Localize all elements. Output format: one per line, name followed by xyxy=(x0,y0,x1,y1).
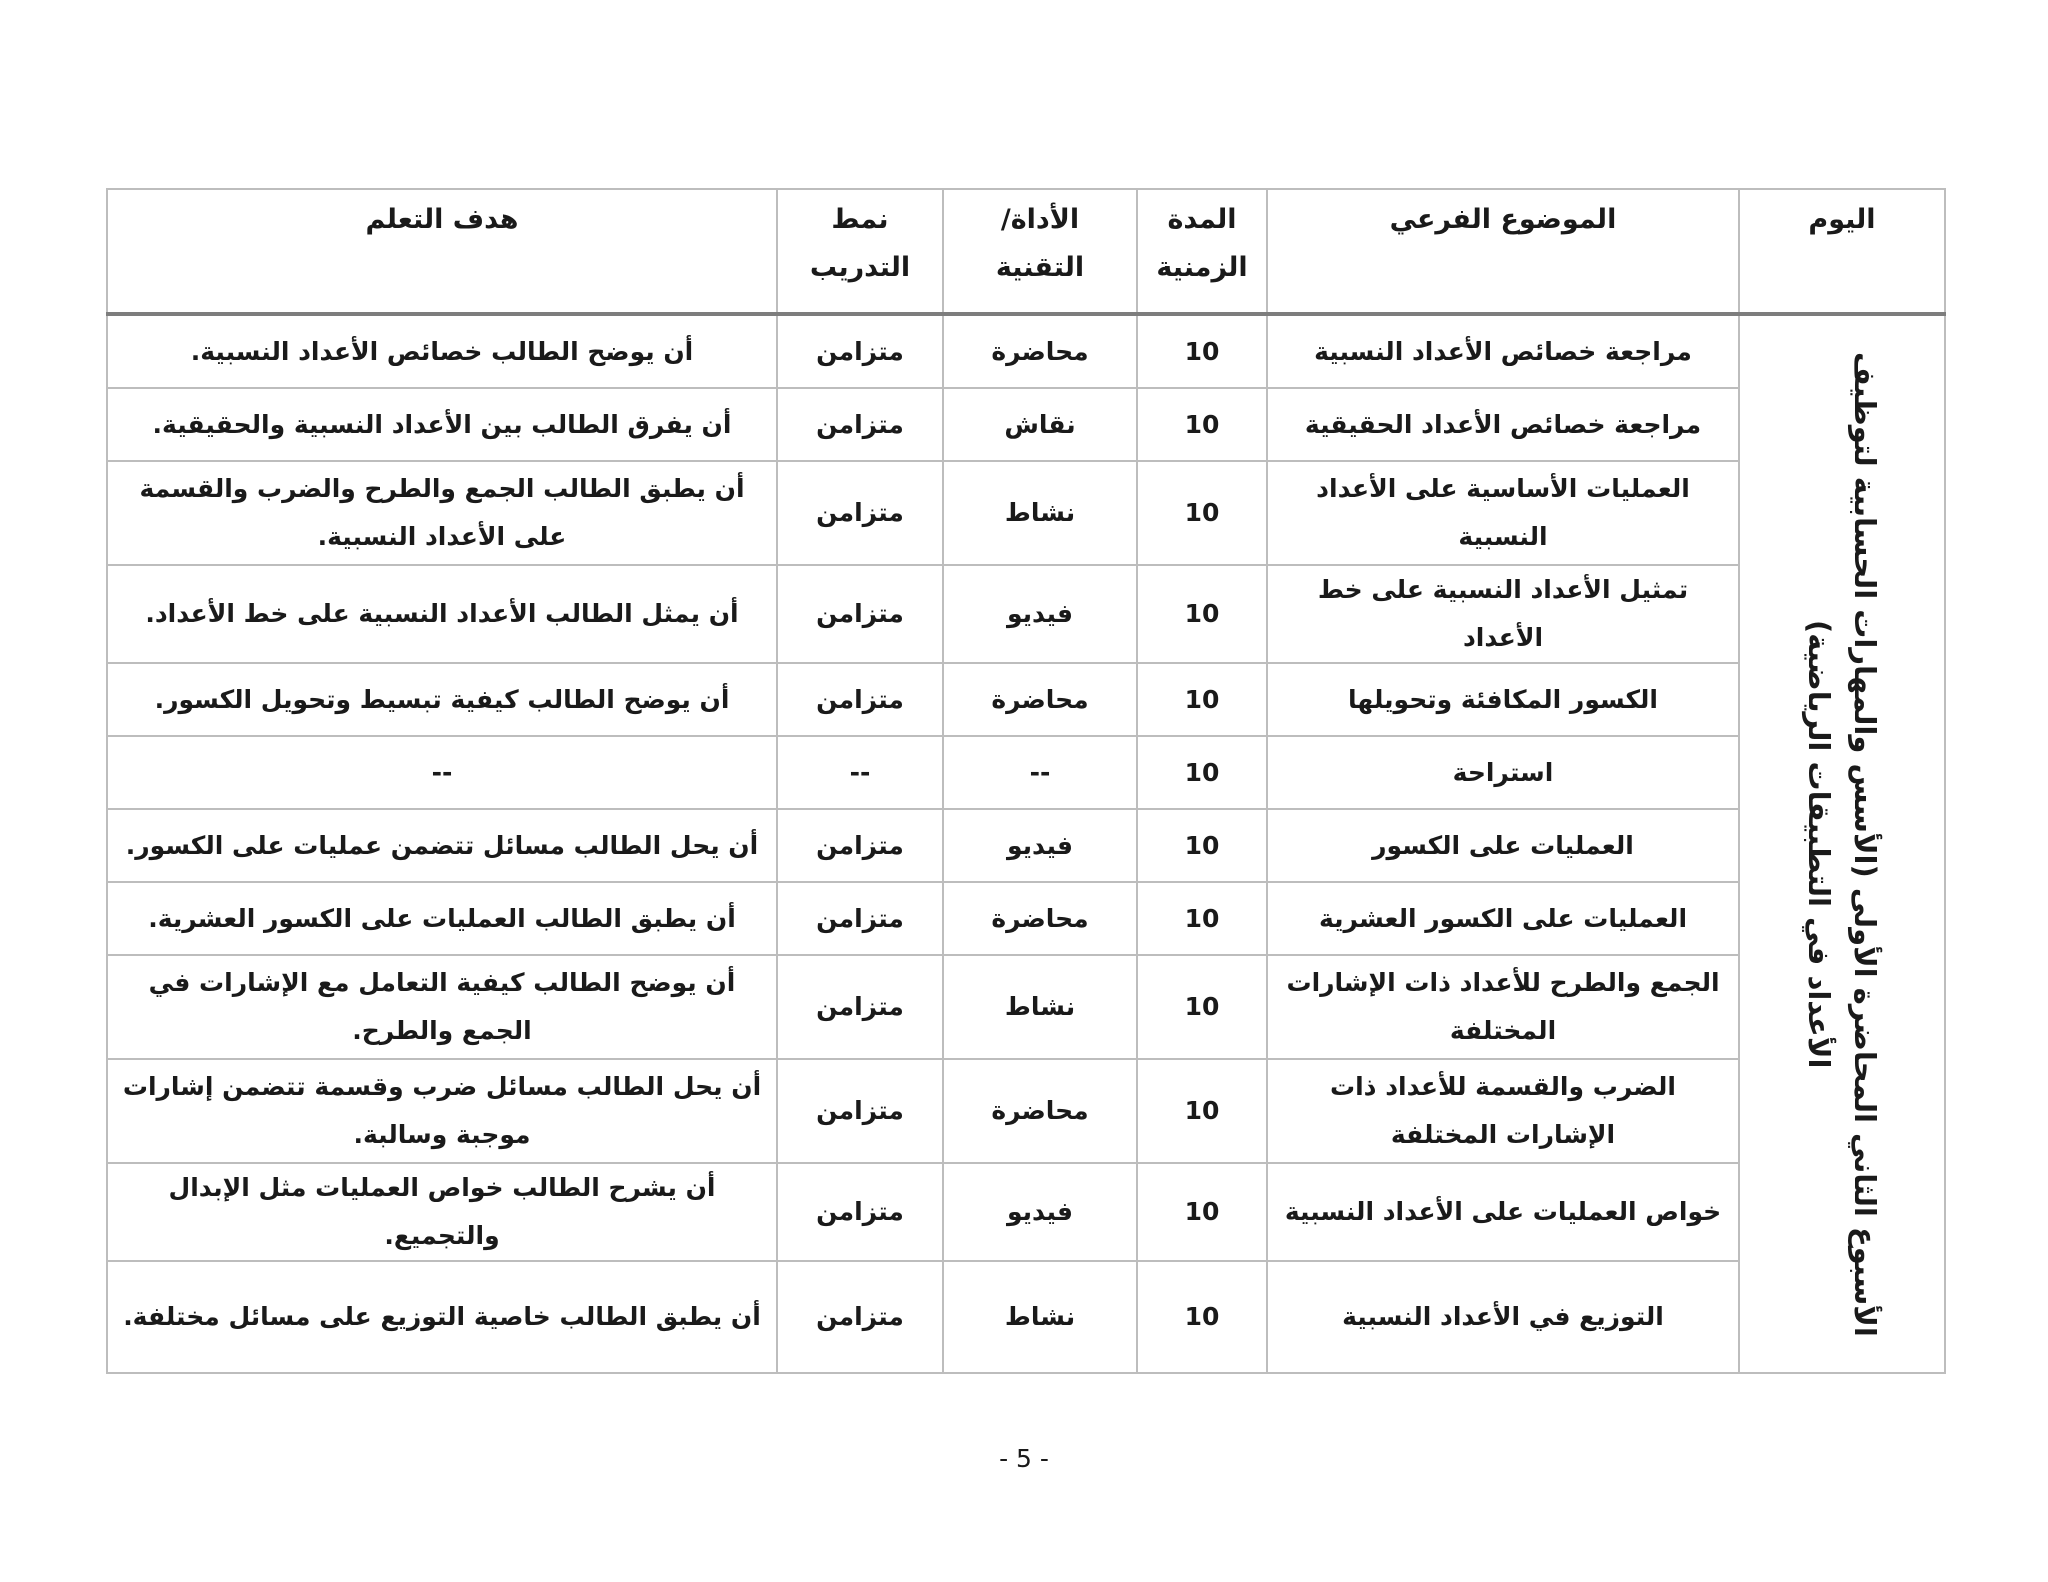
tool-cell: نشاط xyxy=(943,461,1137,565)
duration-cell: 10 xyxy=(1137,663,1267,736)
table-row xyxy=(107,565,1945,663)
tool-cell: فيديو xyxy=(943,809,1137,882)
goal-cell: أن يطبق الطالب الجمع والطرح والضرب والقسمة على الأعداد النسبية. xyxy=(107,461,777,565)
day-cell xyxy=(1739,314,1945,1373)
duration-cell: 10 xyxy=(1137,1163,1267,1261)
mode-cell: متزامن xyxy=(777,1059,943,1163)
table-row xyxy=(107,1261,1945,1373)
goal-cell: أن يمثل الطالب الأعداد النسبية على خط الأعداد. xyxy=(107,565,777,663)
duration-cell: 10 xyxy=(1137,1261,1267,1373)
header-goal: هدف التعلم xyxy=(107,189,777,314)
tool-cell: محاضرة xyxy=(943,1059,1137,1163)
mode-cell: متزامن xyxy=(777,809,943,882)
goal-cell: أن يوضح الطالب كيفية تبسيط وتحويل الكسور. xyxy=(107,663,777,736)
schedule-table xyxy=(106,188,1946,1374)
mode-cell: متزامن xyxy=(777,882,943,955)
tool-cell: نقاش xyxy=(943,388,1137,461)
header-subtopic: الموضوع الفرعي xyxy=(1267,189,1739,314)
goal-cell: أن يحل الطالب مسائل ضرب وقسمة تتضمن إشارات موجبة وسالبة. xyxy=(107,1059,777,1163)
subtopic-cell: تمثيل الأعداد النسبية على خط الأعداد xyxy=(1267,565,1739,663)
subtopic-cell: الضرب والقسمة للأعداد ذات الإشارات المختلفة xyxy=(1267,1059,1739,1163)
table-row xyxy=(107,388,1945,461)
duration-cell: 10 xyxy=(1137,565,1267,663)
duration-cell: 10 xyxy=(1137,736,1267,809)
header-tool: الأداة/التقنية xyxy=(943,189,1137,314)
mode-cell: متزامن xyxy=(777,1261,943,1373)
goal-cell: أن يوضح الطالب كيفية التعامل مع الإشارات في الجمع والطرح. xyxy=(107,955,777,1059)
goal-cell: أن يطبق الطالب خاصية التوزيع على مسائل مختلفة. xyxy=(107,1261,777,1373)
duration-cell: 10 xyxy=(1137,388,1267,461)
table-row xyxy=(107,663,1945,736)
duration-cell: 10 xyxy=(1137,314,1267,388)
goal-cell: -- xyxy=(107,736,777,809)
day-label: الأسبوع الثاني المحاضرة الأولى (الأسس والمهارات الحسابية لتوظيف الأعداد في التطبيقات الرياضية) xyxy=(1802,351,1882,1337)
schedule-sheet xyxy=(108,188,1946,1374)
header-duration: المدة الزمنية xyxy=(1137,189,1267,314)
goal-cell: أن يحل الطالب مسائل تتضمن عمليات على الكسور. xyxy=(107,809,777,882)
table-row xyxy=(107,461,1945,565)
goal-cell: أن يوضح الطالب خصائص الأعداد النسبية. xyxy=(107,314,777,388)
mode-cell: -- xyxy=(777,736,943,809)
subtopic-cell: مراجعة خصائص الأعداد النسبية xyxy=(1267,314,1739,388)
subtopic-cell: التوزيع في الأعداد النسبية xyxy=(1267,1261,1739,1373)
tool-cell: محاضرة xyxy=(943,882,1137,955)
table-row xyxy=(107,314,1945,388)
tool-cell: محاضرة xyxy=(943,314,1137,388)
subtopic-cell: مراجعة خصائص الأعداد الحقيقية xyxy=(1267,388,1739,461)
subtopic-cell: الجمع والطرح للأعداد ذات الإشارات المختلفة xyxy=(1267,955,1739,1059)
tool-cell: فيديو xyxy=(943,1163,1137,1261)
subtopic-cell: العمليات على الكسور xyxy=(1267,809,1739,882)
duration-cell: 10 xyxy=(1137,882,1267,955)
duration-cell: 10 xyxy=(1137,461,1267,565)
mode-cell: متزامن xyxy=(777,388,943,461)
table-row xyxy=(107,955,1945,1059)
subtopic-cell: العمليات الأساسية على الأعداد النسبية xyxy=(1267,461,1739,565)
subtopic-cell: العمليات على الكسور العشرية xyxy=(1267,882,1739,955)
tool-cell: -- xyxy=(943,736,1137,809)
mode-cell: متزامن xyxy=(777,565,943,663)
page-number: - 5 - xyxy=(999,1444,1049,1473)
header-mode: نمط التدريب xyxy=(777,189,943,314)
subtopic-cell: خواص العمليات على الأعداد النسبية xyxy=(1267,1163,1739,1261)
table-row xyxy=(107,1059,1945,1163)
mode-cell: متزامن xyxy=(777,1163,943,1261)
mode-cell: متزامن xyxy=(777,461,943,565)
tool-cell: محاضرة xyxy=(943,663,1137,736)
tool-cell: فيديو xyxy=(943,565,1137,663)
table-row xyxy=(107,736,1945,809)
mode-cell: متزامن xyxy=(777,314,943,388)
duration-cell: 10 xyxy=(1137,1059,1267,1163)
duration-cell: 10 xyxy=(1137,809,1267,882)
goal-cell: أن يشرح الطالب خواص العمليات مثل الإبدال والتجميع. xyxy=(107,1163,777,1261)
header-day: اليوم xyxy=(1739,189,1945,314)
goal-cell: أن يطبق الطالب العمليات على الكسور العشرية. xyxy=(107,882,777,955)
table-row xyxy=(107,1163,1945,1261)
duration-cell: 10 xyxy=(1137,955,1267,1059)
tool-cell: نشاط xyxy=(943,955,1137,1059)
tool-cell: نشاط xyxy=(943,1261,1137,1373)
subtopic-cell: الكسور المكافئة وتحويلها xyxy=(1267,663,1739,736)
table-header-row xyxy=(107,189,1945,314)
table-row xyxy=(107,809,1945,882)
goal-cell: أن يفرق الطالب بين الأعداد النسبية والحقيقية. xyxy=(107,388,777,461)
mode-cell: متزامن xyxy=(777,663,943,736)
table-row xyxy=(107,882,1945,955)
subtopic-cell: استراحة xyxy=(1267,736,1739,809)
mode-cell: متزامن xyxy=(777,955,943,1059)
